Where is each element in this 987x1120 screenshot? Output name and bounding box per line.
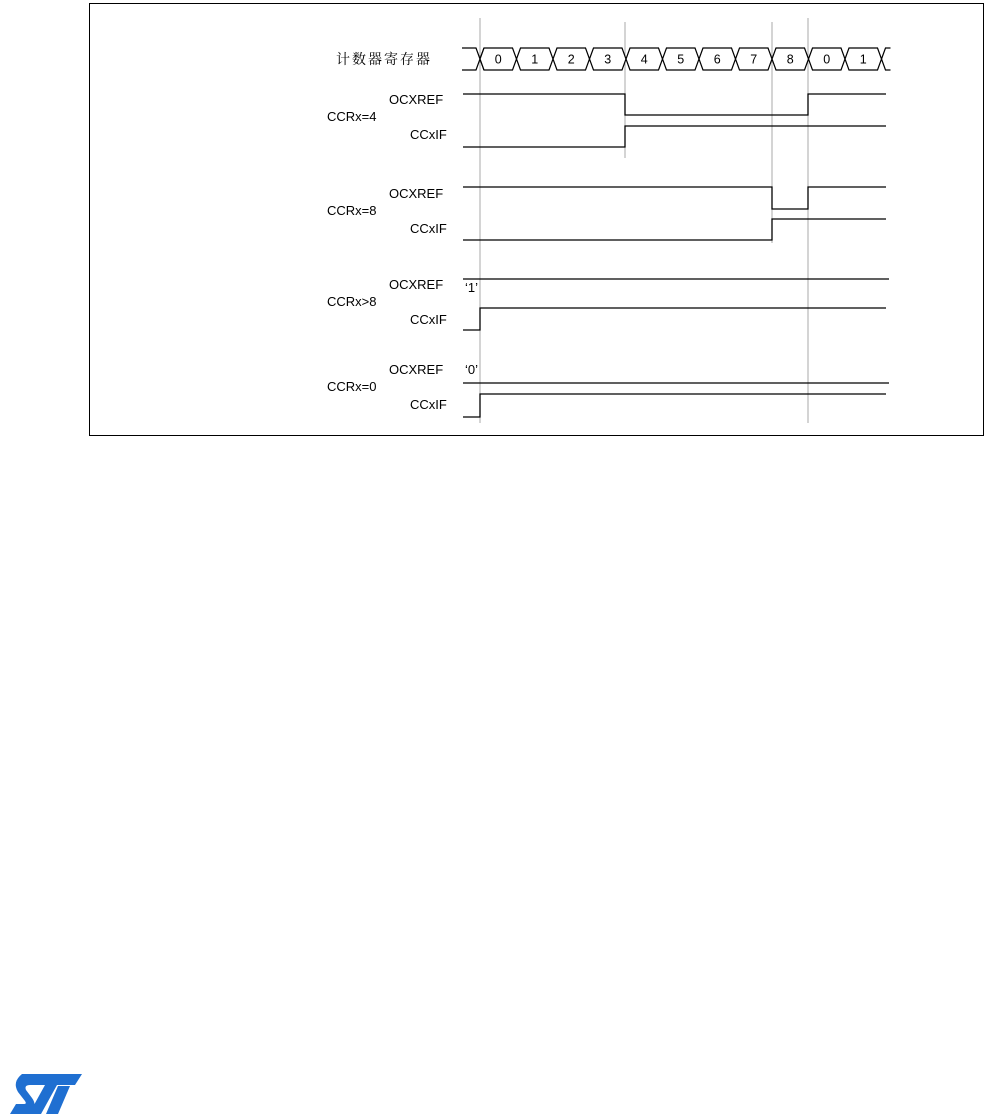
counter-bus-tail-top	[882, 48, 891, 59]
case-ccr8-ccxif-waveform	[463, 219, 886, 240]
case-ccr4-ccxif-waveform	[463, 126, 886, 147]
case-ccr0-ccxif-label: CCxIF	[410, 397, 447, 412]
case-ccrgt8-ocxref-note: ‘1’	[465, 280, 479, 295]
counter-register-row	[462, 48, 891, 70]
counter-value: 4	[640, 52, 648, 67]
case-ccrgt8-condition: CCRx>8	[327, 294, 377, 309]
case-ccr4-ocxref-label: OCXREF	[389, 92, 444, 107]
case-ccr8-ccxif-label: CCxIF	[410, 221, 447, 236]
counter-bus-tail-bottom	[882, 59, 891, 70]
counter-value: 1	[531, 52, 539, 67]
counter-value: 2	[567, 52, 575, 67]
st-logo-shape	[10, 1074, 82, 1114]
case-ccrgt8-ccxif-label: CCxIF	[410, 312, 447, 327]
case-ccrgt8-ocxref-label: OCXREF	[389, 277, 444, 292]
counter-value: 6	[713, 52, 721, 67]
case-ccr0-ocxref-note: ‘0’	[465, 362, 479, 377]
case-ccr0-ocxref-label: OCXREF	[389, 362, 444, 377]
case-ccr4-ocxref-waveform	[463, 94, 886, 115]
case-ccr8-ocxref-waveform	[463, 187, 886, 209]
counter-value: 7	[750, 52, 758, 67]
case-ccr0-condition: CCRx=0	[327, 379, 377, 394]
case-ccr4-ccxif-label: CCxIF	[410, 127, 447, 142]
reference-lines	[480, 18, 808, 423]
counter-value: 0	[823, 52, 831, 67]
case-ccr0-ccxif-waveform	[463, 394, 886, 417]
timing-diagram	[0, 0, 987, 440]
counter-value: 0	[494, 52, 502, 67]
case-ccr8-ocxref-label: OCXREF	[389, 186, 444, 201]
case-ccr8-condition: CCRx=8	[327, 203, 377, 218]
counter-register-label: 计数器寄存器	[336, 52, 432, 68]
counter-value: 3	[604, 52, 612, 67]
st-logo-icon	[8, 1070, 84, 1116]
case-ccrgt8-ccxif-waveform	[463, 308, 886, 330]
counter-value: 1	[859, 52, 867, 67]
case-ccr4-condition: CCRx=4	[327, 109, 377, 124]
counter-value: 5	[677, 52, 685, 67]
counter-value: 8	[786, 52, 794, 67]
